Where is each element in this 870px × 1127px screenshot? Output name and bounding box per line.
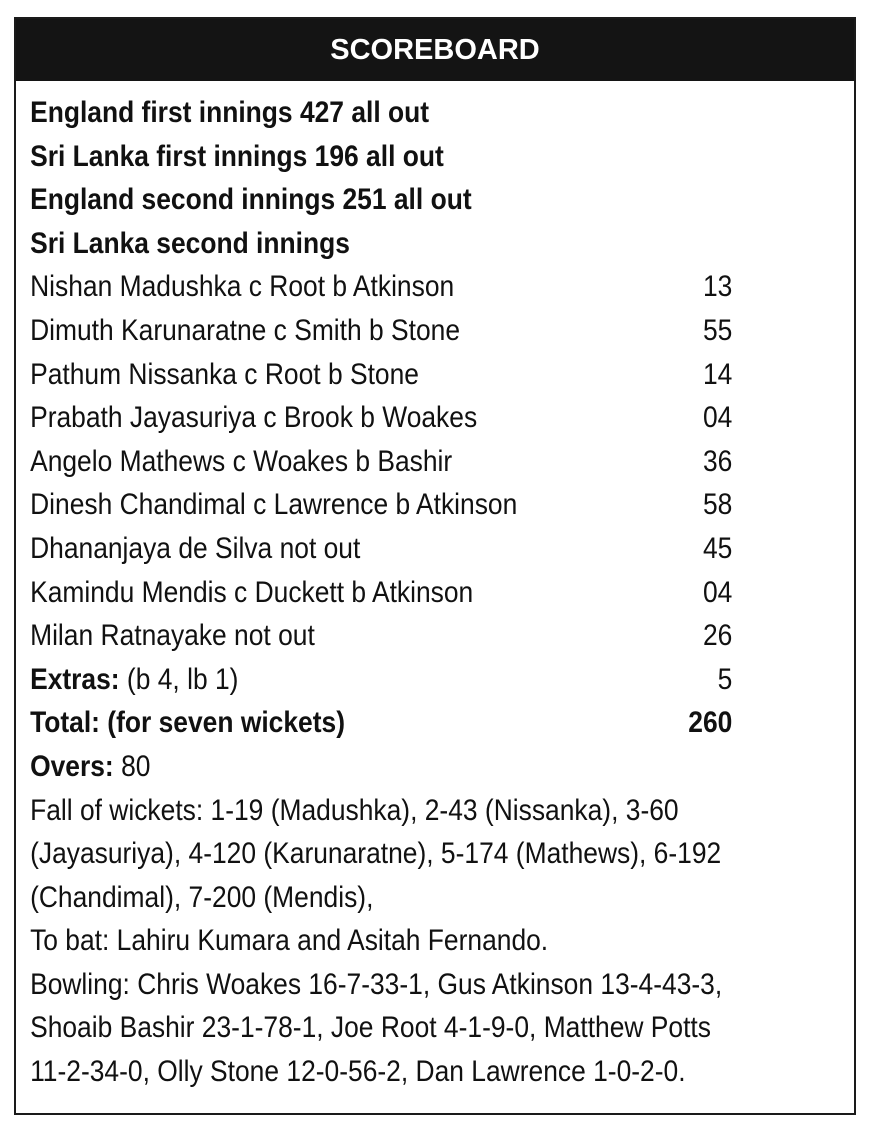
batting-row bbox=[30, 571, 732, 615]
summary-srilanka-first: Sri Lanka first innings 196 all out bbox=[30, 139, 444, 173]
batter-runs: 14 bbox=[702, 357, 733, 391]
batting-row bbox=[30, 483, 732, 527]
extras-row bbox=[30, 658, 732, 702]
batter-runs: 04 bbox=[702, 575, 733, 609]
total-row bbox=[30, 701, 732, 745]
batting-row bbox=[30, 265, 732, 309]
scoreboard-title: SCOREBOARD bbox=[16, 19, 854, 81]
batter-dismissal: Prabath Jayasuriya c Brook b Woakes bbox=[30, 401, 478, 435]
summary-england-first: England first innings 427 all out bbox=[30, 96, 430, 129]
batter-dismissal: Dinesh Chandimal c Lawrence b Atkinson bbox=[30, 488, 518, 522]
extras-text bbox=[30, 658, 238, 702]
batting-row bbox=[30, 309, 732, 353]
batter-dismissal: Pathum Nissanka c Root b Stone bbox=[30, 357, 419, 391]
batter-runs: 26 bbox=[702, 619, 733, 653]
batter-dismissal: Dimuth Karunaratne c Smith b Stone bbox=[30, 313, 461, 347]
extras-label: Extras: bbox=[30, 662, 120, 696]
batter-runs: 58 bbox=[702, 488, 733, 522]
batting-row bbox=[30, 396, 732, 440]
batter-runs: 55 bbox=[702, 313, 733, 347]
fall-of-wickets-line: Fall of wickets: 1-19 (Madushka), 2-43 (Nissanka), 3-60 bbox=[30, 793, 679, 827]
bowling-line: 11-2-34-0, Olly Stone 12-0-56-2, Dan Lawrence 1-0-2-0. bbox=[30, 1055, 686, 1089]
total-value: 260 bbox=[688, 706, 733, 740]
batter-runs: 04 bbox=[702, 401, 733, 435]
fall-of-wickets-line: (Chandimal), 7-200 (Mendis), bbox=[30, 880, 374, 914]
batter-dismissal: Milan Ratnayake not out bbox=[30, 619, 315, 653]
scoreboard-panel bbox=[14, 17, 856, 1115]
bowling-line: Shoaib Bashir 23-1-78-1, Joe Root 4-1-9-0, Matthew Potts bbox=[30, 1011, 711, 1045]
fall-of-wickets-line: (Jayasuriya), 4-120 (Karunaratne), 5-174 (Mathews), 6-192 bbox=[30, 837, 722, 871]
summary-england-second: England second innings 251 all out bbox=[30, 183, 472, 217]
overs-label: Overs: bbox=[30, 749, 114, 783]
overs-value: 80 bbox=[113, 749, 151, 783]
batting-row bbox=[30, 527, 732, 571]
batter-dismissal: Angelo Mathews c Woakes b Bashir bbox=[30, 444, 453, 478]
batting-row bbox=[30, 353, 732, 397]
bowling-line: Bowling: Chris Woakes 16-7-33-1, Gus Atkinson 13-4-43-3, bbox=[30, 967, 723, 1001]
batter-dismissal: Kamindu Mendis c Duckett b Atkinson bbox=[30, 575, 474, 609]
total-label: Total: (for seven wickets) bbox=[30, 706, 346, 740]
batting-row bbox=[30, 614, 732, 658]
batter-runs: 13 bbox=[702, 270, 733, 304]
summary-srilanka-second: Sri Lanka second innings bbox=[30, 226, 350, 260]
batter-runs: 45 bbox=[702, 531, 733, 565]
scoreboard-content bbox=[16, 81, 782, 1094]
to-bat-line: To bat: Lahiru Kumara and Asitah Fernando. bbox=[30, 924, 549, 958]
overs-row bbox=[30, 745, 732, 789]
extras-detail: (b 4, lb 1) bbox=[119, 662, 239, 696]
batter-dismissal: Dhananjaya de Silva not out bbox=[30, 531, 361, 565]
batter-runs: 36 bbox=[702, 444, 733, 478]
batting-row bbox=[30, 440, 732, 484]
extras-value: 5 bbox=[717, 662, 733, 696]
batter-dismissal: Nishan Madushka c Root b Atkinson bbox=[30, 270, 455, 304]
